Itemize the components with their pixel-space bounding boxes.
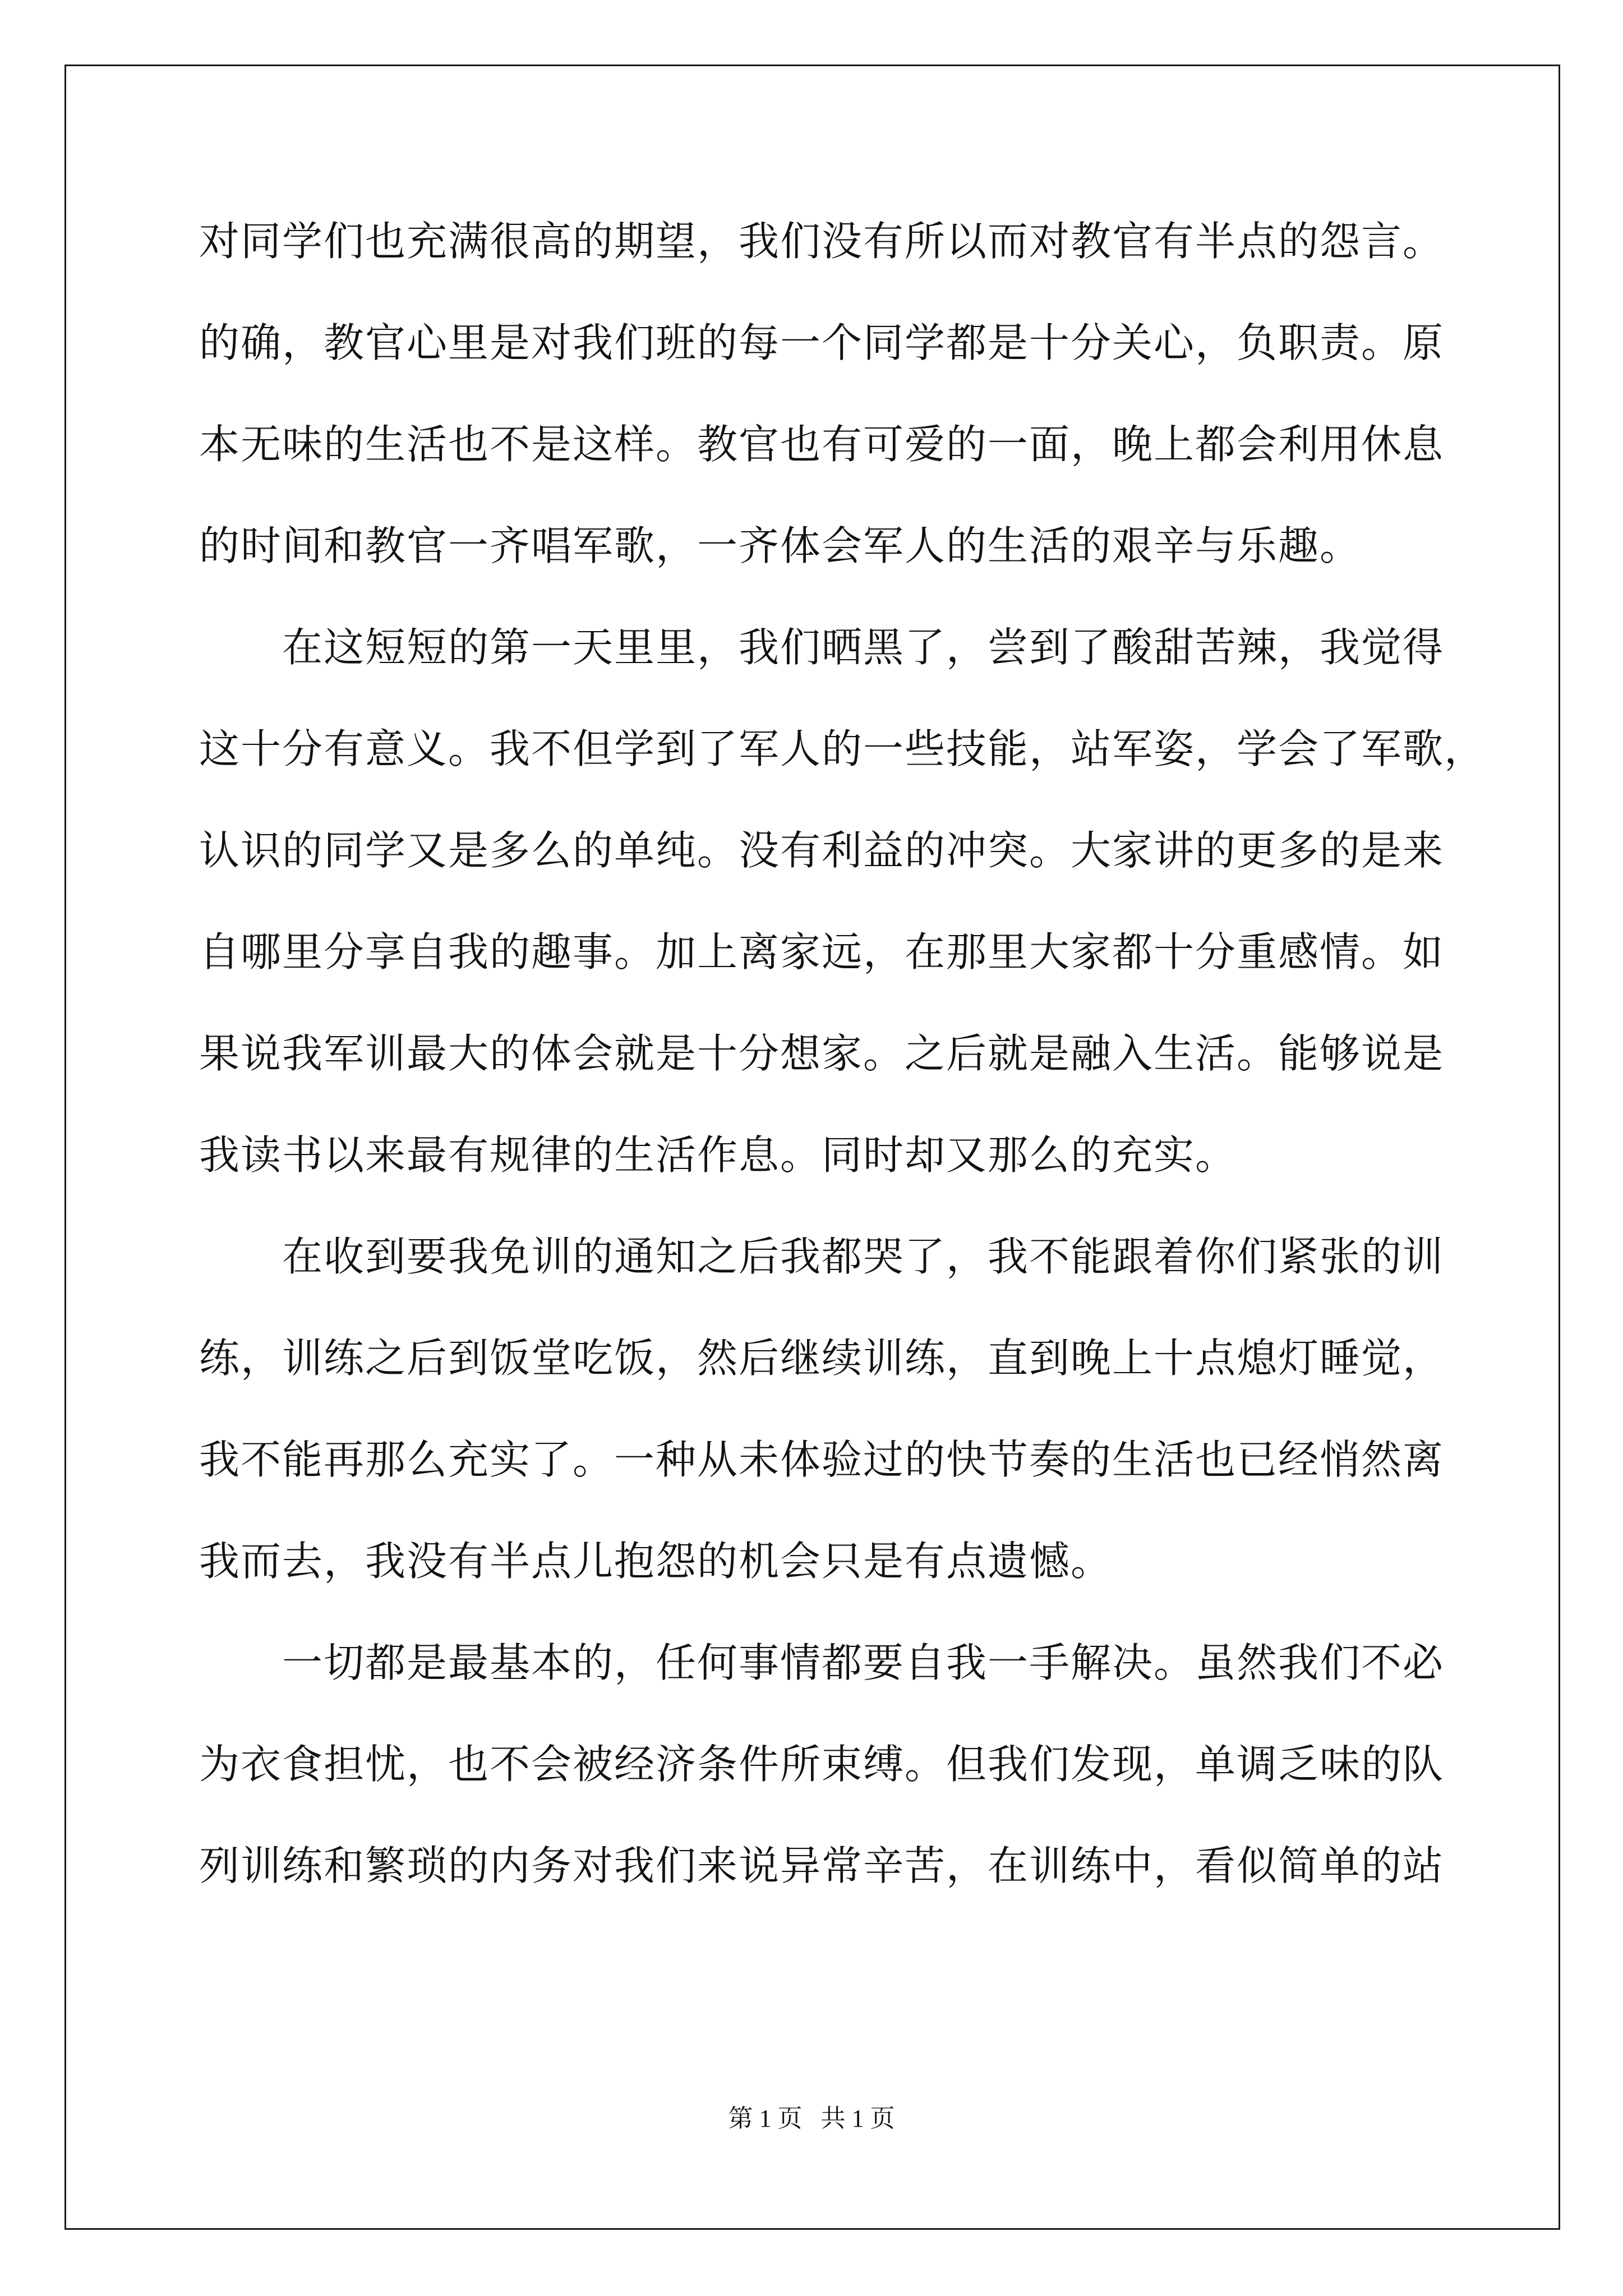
text-line: 我不能再那么充实了。一种从未体验过的快节奏的生活也已经悄然离 — [199, 1436, 1445, 1483]
text-line: 列训练和繁琐的内务对我们来说异常辛苦，在训练中，看似简单的站 — [199, 1842, 1445, 1889]
text-line: 我而去，我没有半点儿抱怨的机会只是有点遗憾。 — [199, 1538, 1113, 1585]
page-number-footer: 第 1 页 共 1 页 — [728, 2105, 895, 2132]
paragraph-first-line: 一切都是最基本的，任何事情都要自我一手解决。虽然我们不必 — [282, 1639, 1445, 1686]
text-line: 的时间和教官一齐唱军歌，一齐体会军人的生活的艰辛与乐趣。 — [199, 522, 1362, 569]
paragraph-first-line: 在这短短的第一天里里，我们晒黑了，尝到了酸甜苦辣，我觉得 — [282, 624, 1445, 671]
text-line: 果说我军训最大的体会就是十分想家。之后就是融入生活。能够说是 — [199, 1030, 1445, 1077]
text-line: 本无味的生活也不是这样。教官也有可爱的一面，晚上都会利用休息 — [199, 421, 1445, 468]
text-line: 练，训练之后到饭堂吃饭，然后继续训练，直到晚上十点熄灯睡觉， — [199, 1335, 1445, 1382]
text-line: 为衣食担忧，也不会被经济条件所束缚。但我们发现，单调乏味的队 — [199, 1741, 1445, 1788]
text-line: 对同学们也充满很高的期望，我们没有所以而对教官有半点的怨言。 — [199, 218, 1445, 265]
text-line: 我读书以来最有规律的生活作息。同时却又那么的充实。 — [199, 1131, 1237, 1179]
text-line: 这十分有意义。我不但学到了军人的一些技能，站军姿，学会了军歌， — [199, 725, 1486, 772]
document-body — [199, 191, 1486, 1917]
paragraph-first-line: 在收到要我免训的通知之后我都哭了，我不能跟着你们紧张的训 — [282, 1233, 1445, 1280]
text-line: 的确，教官心里是对我们班的每一个同学都是十分关心，负职责。原 — [199, 319, 1445, 366]
text-line: 认识的同学又是多么的单纯。没有利益的冲突。大家讲的更多的是来 — [199, 827, 1445, 874]
text-line: 自哪里分享自我的趣事。加上离家远，在那里大家都十分重感情。如 — [199, 928, 1445, 976]
